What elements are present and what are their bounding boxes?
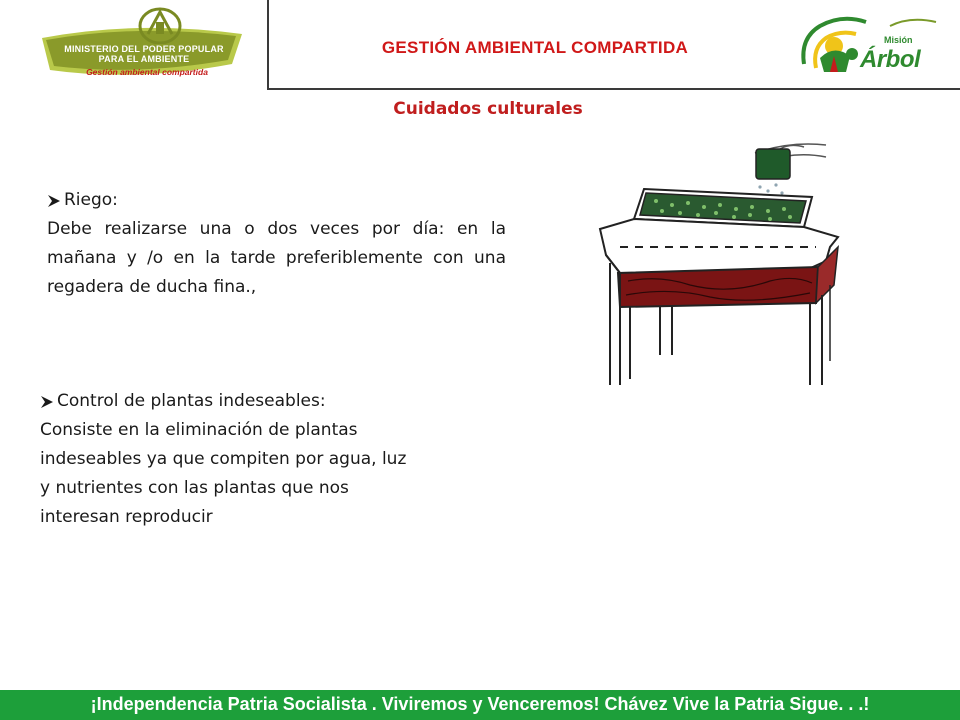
section-control-line: indeseables ya que compiten por agua, luz bbox=[40, 449, 407, 469]
section-control bbox=[40, 387, 510, 532]
header-title: GESTIÓN AMBIENTAL COMPARTIDA bbox=[381, 38, 689, 57]
mision-logo-big-text: Árbol bbox=[860, 46, 921, 73]
footer-slogan: ¡Independencia Patria Socialista . Viviremos y Venceremos! Chávez Vive la Patria Sigue. . .! bbox=[90, 694, 870, 714]
mision-logo-small-text: Misión bbox=[884, 35, 913, 45]
mision-arbol-logo bbox=[790, 8, 950, 84]
section-control-line: interesan reproducir bbox=[40, 507, 213, 527]
arrow-bullet-icon bbox=[40, 395, 54, 409]
section-riego-heading-row bbox=[47, 186, 506, 215]
slide-title: Cuidados culturales bbox=[393, 99, 583, 119]
section-riego bbox=[47, 186, 506, 302]
section-control-line: Consiste en la eliminación de plantas bbox=[40, 420, 358, 440]
footer-banner bbox=[0, 690, 960, 720]
ministry-name-line1: MINISTERIO DEL PODER POPULAR bbox=[64, 44, 224, 54]
section-control-heading: Control de plantas indeseables: bbox=[57, 391, 326, 411]
section-control-line: y nutrientes con las plantas que nos bbox=[40, 478, 349, 498]
ministry-name-line2: PARA EL AMBIENTE bbox=[98, 54, 190, 64]
slide-header bbox=[0, 0, 960, 90]
section-riego-heading: Riego: bbox=[64, 190, 118, 210]
ministry-tagline: Gestión ambiental compartida bbox=[86, 67, 208, 77]
section-control-heading-row bbox=[40, 387, 510, 416]
header-divider bbox=[267, 0, 269, 90]
arrow-bullet-icon bbox=[47, 194, 61, 208]
seedbed-watering-illustration bbox=[590, 135, 850, 390]
section-riego-body: Debe realizarse una o dos veces por día: en la mañana y /o en la tarde preferiblemente con una regadera de ducha fina., bbox=[47, 219, 506, 297]
ministry-logo bbox=[36, 4, 246, 84]
ministry-seal-icon bbox=[120, 4, 200, 44]
header-rule bbox=[268, 88, 960, 90]
